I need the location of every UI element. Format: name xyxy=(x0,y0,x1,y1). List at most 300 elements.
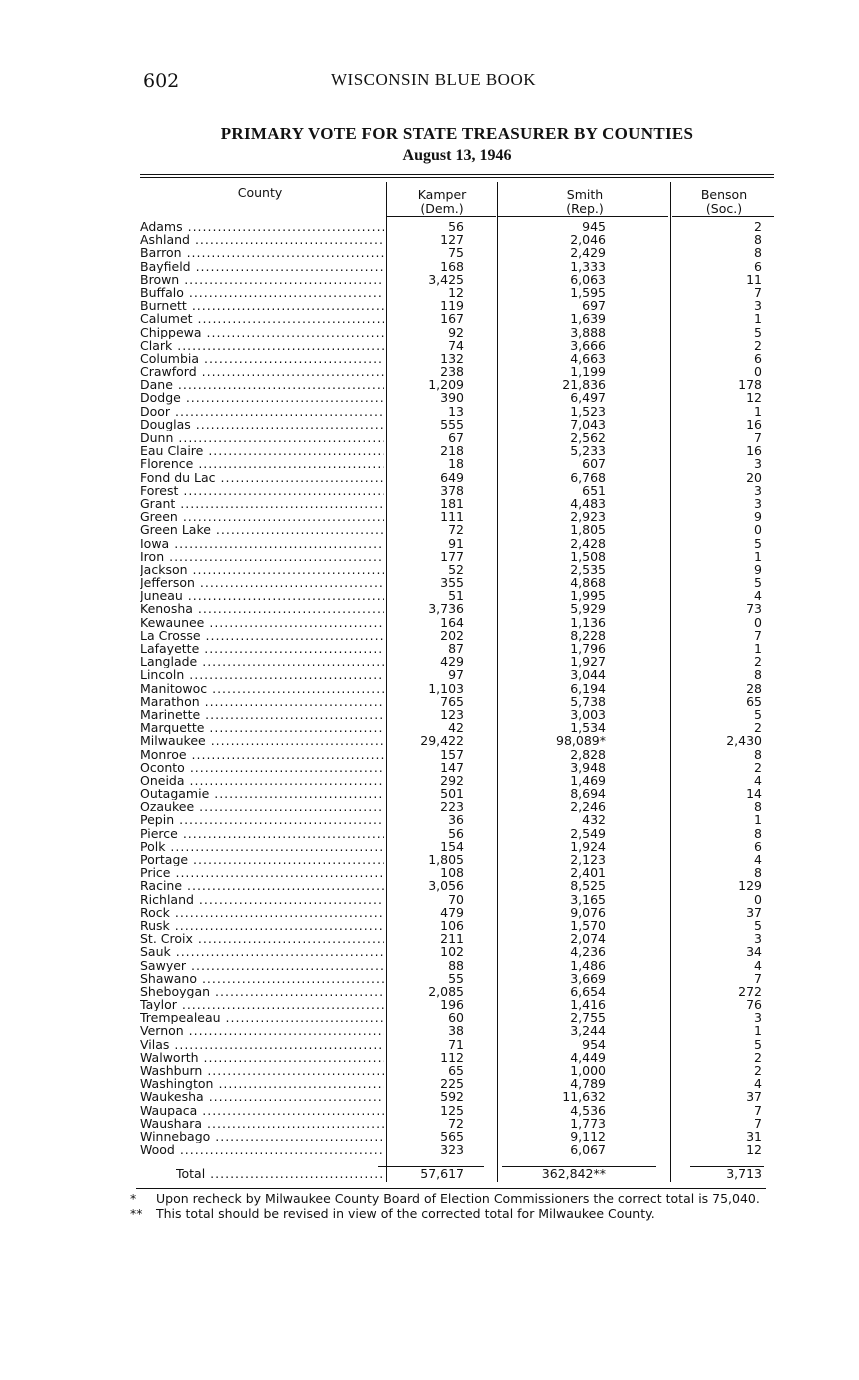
benson-votes: 31 xyxy=(746,1128,762,1144)
smith-votes: 4,536 xyxy=(570,1102,606,1118)
benson-votes: 0 xyxy=(754,522,762,538)
total-label: Total ..... xyxy=(176,1166,384,1182)
benson-name: Benson xyxy=(700,187,748,202)
kamper-votes: 38 xyxy=(448,1023,464,1039)
benson-votes: 4 xyxy=(754,772,762,788)
table-row xyxy=(140,1024,774,1037)
kamper-votes: 127 xyxy=(440,232,464,248)
table-row xyxy=(140,761,774,774)
benson-votes: 3 xyxy=(754,456,762,472)
total-row xyxy=(140,1166,774,1186)
page-header xyxy=(143,70,763,94)
smith-votes: 11,632 xyxy=(562,1089,606,1105)
smith-votes: 9,112 xyxy=(570,1128,606,1144)
kamper-votes: 196 xyxy=(440,997,464,1013)
smith-votes: 2,755 xyxy=(570,1010,606,1026)
benson-votes: 3 xyxy=(754,495,762,511)
smith-votes: 4,789 xyxy=(570,1076,606,1092)
kamper-votes: 168 xyxy=(440,258,464,274)
smith-votes: 3,044 xyxy=(570,667,606,683)
county-name: Ozaukee ..... xyxy=(140,800,384,813)
benson-votes: 8 xyxy=(754,865,762,881)
table-row xyxy=(140,326,774,339)
smith-votes: 697 xyxy=(582,298,606,314)
county-name: Sheboygan ..... xyxy=(140,985,384,998)
county-name: Racine ..... xyxy=(140,879,384,892)
county-name: Sawyer ..... xyxy=(140,959,384,972)
county-name: Rock ..... xyxy=(140,906,384,919)
county-name: Burnett ..... xyxy=(140,299,384,312)
smith-votes: 6,654 xyxy=(570,983,606,999)
table-row xyxy=(140,1143,774,1156)
kamper-votes: 292 xyxy=(440,772,464,788)
benson-votes: 65 xyxy=(746,693,762,709)
smith-votes: 607 xyxy=(582,456,606,472)
kamper-votes: 72 xyxy=(448,1115,464,1131)
table-row xyxy=(140,312,774,325)
smith-votes: 945 xyxy=(582,219,606,234)
county-name: Outagamie ..... xyxy=(140,787,384,800)
benson-votes: 7 xyxy=(754,430,762,445)
benson-votes: 5 xyxy=(754,324,762,340)
benson-votes: 6 xyxy=(754,258,762,274)
smith-votes: 21,836 xyxy=(562,377,606,393)
smith-votes: 2,828 xyxy=(570,746,606,762)
county-name: La Crosse ..... xyxy=(140,629,384,642)
smith-votes: 5,233 xyxy=(570,443,606,459)
benson-votes: 9 xyxy=(754,509,762,525)
table-row xyxy=(140,1104,774,1117)
benson-votes: 4 xyxy=(754,957,762,973)
benson-votes: 4 xyxy=(754,852,762,867)
table-row xyxy=(140,1090,774,1103)
county-name: Buffalo ..... xyxy=(140,286,384,299)
kamper-votes: 60 xyxy=(448,1010,464,1026)
benson-votes: 1 xyxy=(754,311,762,327)
benson-votes: 178 xyxy=(738,377,762,393)
benson-votes: 3 xyxy=(754,298,762,314)
smith-votes: 1,000 xyxy=(570,1063,606,1078)
kamper-votes: 202 xyxy=(440,627,464,643)
benson-votes: 7 xyxy=(754,970,762,986)
benson-votes: 2 xyxy=(754,759,762,775)
smith-votes: 1,486 xyxy=(570,957,606,973)
benson-votes: 8 xyxy=(754,667,762,683)
kamper-votes: 218 xyxy=(440,443,464,459)
table-row xyxy=(140,682,774,695)
table-row xyxy=(140,945,774,958)
table-row xyxy=(140,879,774,892)
kamper-votes: 181 xyxy=(440,495,464,511)
county-name: Columbia ..... xyxy=(140,352,384,365)
column-header-benson xyxy=(674,188,774,216)
county-rows xyxy=(140,220,774,1156)
smith-votes: 5,929 xyxy=(570,601,606,617)
benson-votes: 2 xyxy=(754,720,762,736)
county-name: Adams ..... xyxy=(140,220,384,233)
county-name: Marinette ..... xyxy=(140,708,384,721)
kamper-votes: 52 xyxy=(448,561,464,577)
county-name: Waushara ..... xyxy=(140,1117,384,1130)
kamper-votes: 1,805 xyxy=(428,852,464,867)
benson-votes: 16 xyxy=(746,416,762,432)
table-row xyxy=(140,748,774,761)
kamper-votes: 108 xyxy=(440,865,464,881)
benson-votes: 16 xyxy=(746,443,762,459)
header-underline-kamper xyxy=(386,216,496,217)
benson-votes: 28 xyxy=(746,680,762,696)
kamper-votes: 429 xyxy=(440,654,464,670)
column-header-row xyxy=(140,178,774,218)
kamper-votes: 223 xyxy=(440,799,464,815)
benson-votes: 8 xyxy=(754,825,762,841)
kamper-votes: 70 xyxy=(448,891,464,907)
benson-votes: 7 xyxy=(754,1102,762,1118)
county-name: Forest ..... xyxy=(140,484,384,497)
smith-votes: 3,888 xyxy=(570,324,606,340)
benson-votes: 12 xyxy=(746,390,762,406)
table-row xyxy=(140,471,774,484)
smith-votes: 2,923 xyxy=(570,509,606,525)
benson-votes: 8 xyxy=(754,232,762,248)
table-row xyxy=(140,1117,774,1130)
kamper-votes: 592 xyxy=(440,1089,464,1105)
county-name: Douglas ..... xyxy=(140,418,384,431)
benson-votes: 0 xyxy=(754,614,762,630)
benson-party: (Soc.) xyxy=(705,201,743,216)
benson-votes: 2 xyxy=(754,337,762,353)
smith-votes: 4,449 xyxy=(570,1049,606,1065)
kamper-votes: 13 xyxy=(448,403,464,419)
total-benson: 3,713 xyxy=(726,1166,762,1181)
county-name: Ashland ..... xyxy=(140,233,384,246)
kamper-votes: 74 xyxy=(448,337,464,353)
county-name: Langlade ..... xyxy=(140,655,384,668)
kamper-votes: 71 xyxy=(448,1036,464,1052)
table-header xyxy=(140,174,774,218)
county-name: Fond du Lac ..... xyxy=(140,471,384,484)
smith-votes: 1,805 xyxy=(570,522,606,538)
benson-votes: 37 xyxy=(746,904,762,920)
benson-votes: 9 xyxy=(754,561,762,577)
kamper-votes: 2,085 xyxy=(428,983,464,999)
county-name: Iron ..... xyxy=(140,550,384,563)
smith-votes: 2,549 xyxy=(570,825,606,841)
benson-votes: 14 xyxy=(746,786,762,802)
county-name: Iowa ..... xyxy=(140,537,384,550)
kamper-name: Kamper xyxy=(417,187,467,202)
kamper-votes: 56 xyxy=(448,825,464,841)
smith-votes: 1,469 xyxy=(570,772,606,788)
smith-votes: 4,483 xyxy=(570,495,606,511)
table-row xyxy=(140,1038,774,1051)
kamper-votes: 3,056 xyxy=(428,878,464,894)
smith-votes: 1,995 xyxy=(570,588,606,604)
benson-votes: 272 xyxy=(738,983,762,999)
footnote-1-text: Upon recheck by Milwaukee County Board of Election Commissioners the correct total is 75,040. xyxy=(156,1191,760,1206)
kamper-party: (Dem.) xyxy=(420,201,464,216)
benson-votes: 6 xyxy=(754,838,762,854)
table-row xyxy=(140,893,774,906)
county-name: Marquette ..... xyxy=(140,721,384,734)
kamper-votes: 211 xyxy=(440,931,464,947)
smith-votes: 2,123 xyxy=(570,852,606,867)
kamper-votes: 238 xyxy=(440,364,464,380)
table-row xyxy=(140,484,774,497)
benson-votes: 5 xyxy=(754,575,762,591)
benson-votes: 37 xyxy=(746,1089,762,1105)
benson-votes: 12 xyxy=(746,1142,762,1158)
benson-votes: 8 xyxy=(754,746,762,762)
table-row xyxy=(140,339,774,352)
county-name: Richland ..... xyxy=(140,893,384,906)
kamper-votes: 119 xyxy=(440,298,464,314)
benson-votes: 2,430 xyxy=(726,733,762,749)
county-name: Green ..... xyxy=(140,510,384,523)
table-row xyxy=(140,695,774,708)
kamper-votes: 65 xyxy=(448,1063,464,1078)
smith-votes: 954 xyxy=(582,1036,606,1052)
county-name: Waupaca ..... xyxy=(140,1104,384,1117)
header-underline-smith xyxy=(498,216,668,217)
county-name: Crawford ..... xyxy=(140,365,384,378)
table-row xyxy=(140,827,774,840)
benson-votes: 5 xyxy=(754,535,762,551)
county-name: Waukesha ..... xyxy=(140,1090,384,1103)
county-name: Barron ..... xyxy=(140,246,384,259)
benson-votes: 1 xyxy=(754,641,762,656)
smith-votes: 8,694 xyxy=(570,786,606,802)
smith-votes: 3,669 xyxy=(570,970,606,986)
smith-votes: 2,046 xyxy=(570,232,606,248)
benson-votes: 1 xyxy=(754,1023,762,1039)
county-name: Grant ..... xyxy=(140,497,384,510)
smith-party: (Rep.) xyxy=(566,201,604,216)
smith-votes: 6,497 xyxy=(570,390,606,406)
table-row xyxy=(140,616,774,629)
kamper-votes: 29,422 xyxy=(420,733,464,749)
kamper-votes: 3,425 xyxy=(428,271,464,287)
benson-votes: 20 xyxy=(746,469,762,485)
smith-votes: 2,074 xyxy=(570,931,606,947)
benson-votes: 7 xyxy=(754,284,762,300)
smith-votes: 2,562 xyxy=(570,430,606,445)
footnote-2-text: This total should be revised in view of the corrected total for Milwaukee County. xyxy=(156,1206,655,1221)
county-name: Eau Claire ..... xyxy=(140,444,384,457)
smith-votes: 1,927 xyxy=(570,654,606,670)
benson-votes: 5 xyxy=(754,1036,762,1052)
smith-votes: 3,165 xyxy=(570,891,606,907)
county-name: Wood ..... xyxy=(140,1143,384,1156)
smith-votes: 8,228 xyxy=(570,627,606,643)
total-kamper: 57,617 xyxy=(420,1166,464,1181)
kamper-votes: 87 xyxy=(448,641,464,656)
county-name: Florence ..... xyxy=(140,457,384,470)
smith-votes: 1,199 xyxy=(570,364,606,380)
kamper-votes: 390 xyxy=(440,390,464,406)
smith-votes: 1,523 xyxy=(570,403,606,419)
county-name: Washburn ..... xyxy=(140,1064,384,1077)
benson-votes: 129 xyxy=(738,878,762,894)
kamper-votes: 91 xyxy=(448,535,464,551)
smith-votes: 2,535 xyxy=(570,561,606,577)
benson-votes: 2 xyxy=(754,654,762,670)
footnote-2 xyxy=(130,1207,770,1220)
column-header-county: County xyxy=(237,185,283,200)
kamper-votes: 1,209 xyxy=(428,377,464,393)
smith-name: Smith xyxy=(566,187,604,202)
kamper-votes: 106 xyxy=(440,917,464,933)
smith-votes: 2,428 xyxy=(570,535,606,551)
kamper-votes: 51 xyxy=(448,588,464,604)
kamper-votes: 92 xyxy=(448,324,464,340)
benson-votes: 0 xyxy=(754,364,762,380)
county-name: Lincoln ..... xyxy=(140,668,384,681)
smith-votes: 6,194 xyxy=(570,680,606,696)
table-row xyxy=(140,906,774,919)
smith-votes: 1,639 xyxy=(570,311,606,327)
county-name: Portage ..... xyxy=(140,853,384,866)
table-row xyxy=(140,668,774,681)
smith-votes: 3,003 xyxy=(570,706,606,722)
county-name: Oneida ..... xyxy=(140,774,384,787)
kamper-votes: 112 xyxy=(440,1049,464,1065)
county-name: Polk ..... xyxy=(140,840,384,853)
table-row xyxy=(140,972,774,985)
smith-votes: 1,796 xyxy=(570,641,606,656)
kamper-votes: 36 xyxy=(448,812,464,828)
table-row xyxy=(140,602,774,615)
table-row xyxy=(140,260,774,273)
kamper-votes: 1,103 xyxy=(428,680,464,696)
county-name: Walworth ..... xyxy=(140,1051,384,1064)
benson-votes: 2 xyxy=(754,219,762,234)
kamper-votes: 18 xyxy=(448,456,464,472)
kamper-votes: 167 xyxy=(440,311,464,327)
kamper-votes: 56 xyxy=(448,219,464,234)
footnotes xyxy=(130,1192,770,1222)
county-name: Manitowoc ..... xyxy=(140,682,384,695)
kamper-votes: 164 xyxy=(440,614,464,630)
smith-votes: 3,244 xyxy=(570,1023,606,1039)
smith-votes: 3,948 xyxy=(570,759,606,775)
kamper-votes: 67 xyxy=(448,430,464,445)
smith-votes: 1,570 xyxy=(570,917,606,933)
smith-votes: 8,525 xyxy=(570,878,606,894)
county-name: Taylor ..... xyxy=(140,998,384,1011)
smith-votes: 2,429 xyxy=(570,245,606,261)
smith-votes: 1,924 xyxy=(570,838,606,854)
county-name: Lafayette ..... xyxy=(140,642,384,655)
county-name: Kewaunee ..... xyxy=(140,616,384,629)
smith-votes: 4,663 xyxy=(570,350,606,366)
column-header-kamper xyxy=(388,188,496,216)
table-row xyxy=(140,457,774,470)
county-name: Clark ..... xyxy=(140,339,384,352)
kamper-votes: 765 xyxy=(440,693,464,709)
kamper-votes: 132 xyxy=(440,350,464,366)
smith-votes: 4,868 xyxy=(570,575,606,591)
kamper-votes: 565 xyxy=(440,1128,464,1144)
county-name: Juneau ..... xyxy=(140,589,384,602)
table-row xyxy=(140,523,774,536)
county-name: Dunn ..... xyxy=(140,431,384,444)
benson-votes: 11 xyxy=(746,271,762,287)
table-row xyxy=(140,813,774,826)
benson-votes: 3 xyxy=(754,1010,762,1026)
table-row xyxy=(140,246,774,259)
kamper-votes: 355 xyxy=(440,575,464,591)
benson-votes: 73 xyxy=(746,601,762,617)
kamper-votes: 55 xyxy=(448,970,464,986)
county-name: Jackson ..... xyxy=(140,563,384,576)
kamper-votes: 225 xyxy=(440,1076,464,1092)
smith-votes: 3,666 xyxy=(570,337,606,353)
county-name: Price ..... xyxy=(140,866,384,879)
benson-votes: 2 xyxy=(754,1063,762,1078)
benson-votes: 0 xyxy=(754,891,762,907)
header-underline-benson xyxy=(672,216,774,217)
kamper-votes: 154 xyxy=(440,838,464,854)
kamper-votes: 123 xyxy=(440,706,464,722)
county-name: St. Croix ..... xyxy=(140,932,384,945)
county-name: Kenosha ..... xyxy=(140,602,384,615)
smith-votes: 2,246 xyxy=(570,799,606,815)
county-name: Bayfield ..... xyxy=(140,260,384,273)
kamper-votes: 72 xyxy=(448,522,464,538)
page-number: 602 xyxy=(143,70,180,92)
smith-votes: 432 xyxy=(582,812,606,828)
benson-votes: 4 xyxy=(754,588,762,604)
table-row xyxy=(140,959,774,972)
smith-votes: 1,333 xyxy=(570,258,606,274)
footnote-1 xyxy=(130,1192,770,1205)
benson-votes: 1 xyxy=(754,403,762,419)
county-name: Brown ..... xyxy=(140,273,384,286)
kamper-votes: 555 xyxy=(440,416,464,432)
footnote-rule xyxy=(136,1188,766,1189)
benson-votes: 1 xyxy=(754,548,762,564)
kamper-votes: 479 xyxy=(440,904,464,920)
benson-votes: 4 xyxy=(754,1076,762,1092)
kamper-votes: 12 xyxy=(448,284,464,300)
kamper-votes: 378 xyxy=(440,482,464,498)
smith-votes: 1,508 xyxy=(570,548,606,564)
table-title: PRIMARY VOTE FOR STATE TREASURER BY COUNTIES xyxy=(220,124,694,143)
county-name: Milwaukee ..... xyxy=(140,734,384,747)
table-row xyxy=(140,734,774,747)
smith-votes: 7,043 xyxy=(570,416,606,432)
smith-votes: 1,773 xyxy=(570,1115,606,1131)
table-row xyxy=(140,405,774,418)
kamper-votes: 157 xyxy=(440,746,464,762)
kamper-votes: 125 xyxy=(440,1102,464,1118)
county-name: Door ..... xyxy=(140,405,384,418)
kamper-votes: 3,736 xyxy=(428,601,464,617)
running-head: WISCONSIN BLUE BOOK xyxy=(331,70,536,89)
benson-votes: 8 xyxy=(754,245,762,261)
county-name: Chippewa ..... xyxy=(140,326,384,339)
county-name: Pierce ..... xyxy=(140,827,384,840)
county-name: Vernon ..... xyxy=(140,1024,384,1037)
kamper-votes: 177 xyxy=(440,548,464,564)
kamper-votes: 501 xyxy=(440,786,464,802)
table-row xyxy=(140,550,774,563)
smith-votes: 6,063 xyxy=(570,271,606,287)
table-row xyxy=(140,391,774,404)
kamper-votes: 97 xyxy=(448,667,464,683)
kamper-votes: 75 xyxy=(448,245,464,261)
